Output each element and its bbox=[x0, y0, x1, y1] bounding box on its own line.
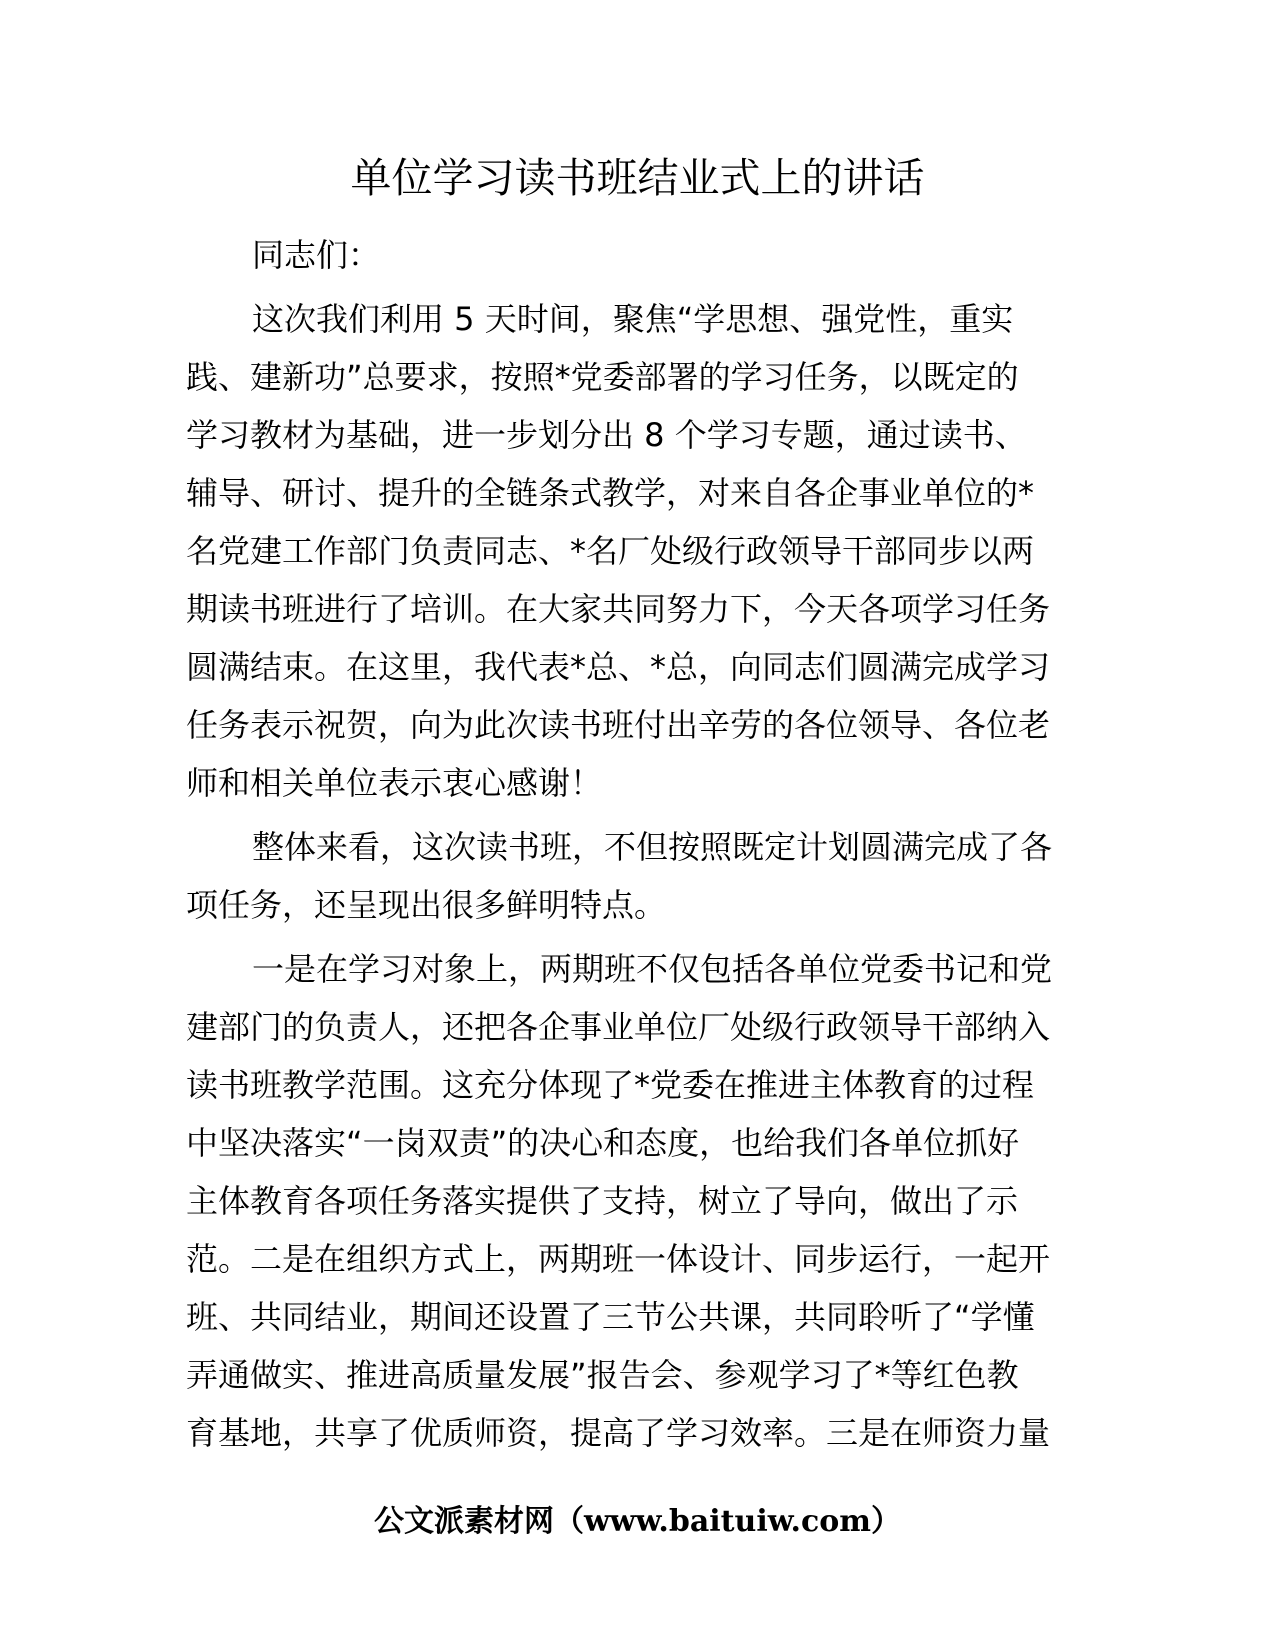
paragraph-3-line-8: 弄通做实、推进高质量发展”报告会、参观学习了*等红色教 bbox=[186, 1356, 1019, 1394]
footer-source: 公文派素材网（www.baituiw.com） bbox=[373, 1504, 902, 1539]
paragraph-3-line-3: 读书班教学范围。这充分体现了*党委在推进主体教育的过程 bbox=[186, 1066, 1035, 1104]
paragraph-1-line-3: 学习教材为基础，进一步划分出 8 个学习专题，通过读书、 bbox=[186, 416, 1027, 454]
paragraph-3-line-4: 中坚决落实“一岗双责”的决心和态度，也给我们各单位抓好 bbox=[186, 1124, 1020, 1162]
paragraph-3-line-9: 育基地，共享了优质师资，提高了学习效率。三是在师资力量 bbox=[186, 1414, 1051, 1452]
salutation: 同志们： bbox=[252, 236, 381, 274]
paragraph-1-line-1: 这次我们利用 5 天时间，聚焦“学思想、强党性，重实 bbox=[252, 300, 1014, 338]
paragraph-2-line-1: 整体来看，这次读书班，不但按照既定计划圆满完成了各 bbox=[252, 828, 1053, 866]
paragraph-3-line-7: 班、共同结业，期间还设置了三节公共课，共同聆听了“学懂 bbox=[186, 1298, 1035, 1336]
paragraph-2-line-2: 项任务，还呈现出很多鲜明特点。 bbox=[186, 886, 667, 924]
paragraph-1-line-6: 期读书班进行了培训。在大家共同努力下，今天各项学习任务 bbox=[186, 590, 1051, 628]
paragraph-1-line-4: 辅导、研讨、提升的全链条式教学，对来自各企事业单位的* bbox=[186, 474, 1035, 512]
paragraph-3-line-5: 主体教育各项任务落实提供了支持，树立了导向，做出了示 bbox=[186, 1182, 1019, 1220]
document-body bbox=[186, 226, 1086, 1462]
paragraph-1-line-9: 师和相关单位表示衷心感谢！ bbox=[186, 764, 603, 802]
paragraph-1-line-7: 圆满结束。在这里，我代表*总、*总，向同志们圆满完成学习 bbox=[186, 648, 1051, 686]
paragraph-3-line-2: 建部门的负责人，还把各企事业单位厂处级行政领导干部纳入 bbox=[186, 1008, 1051, 1046]
document-title: 单位学习读书班结业式上的讲话 bbox=[350, 154, 925, 202]
paragraph-3-line-6: 范。二是在组织方式上，两期班一体设计、同步运行，一起开 bbox=[186, 1240, 1051, 1278]
paragraph-3-line-1: 一是在学习对象上，两期班不仅包括各单位党委书记和党 bbox=[252, 950, 1053, 988]
paragraph-1-line-8: 任务表示祝贺，向为此次读书班付出辛劳的各位领导、各位老 bbox=[186, 706, 1051, 744]
paragraph-1-line-2: 践、建新功”总要求，按照*党委部署的学习任务，以既定的 bbox=[186, 358, 1019, 396]
paragraph-1-line-5: 名党建工作部门负责同志、*名厂处级行政领导干部同步以两 bbox=[186, 532, 1035, 570]
